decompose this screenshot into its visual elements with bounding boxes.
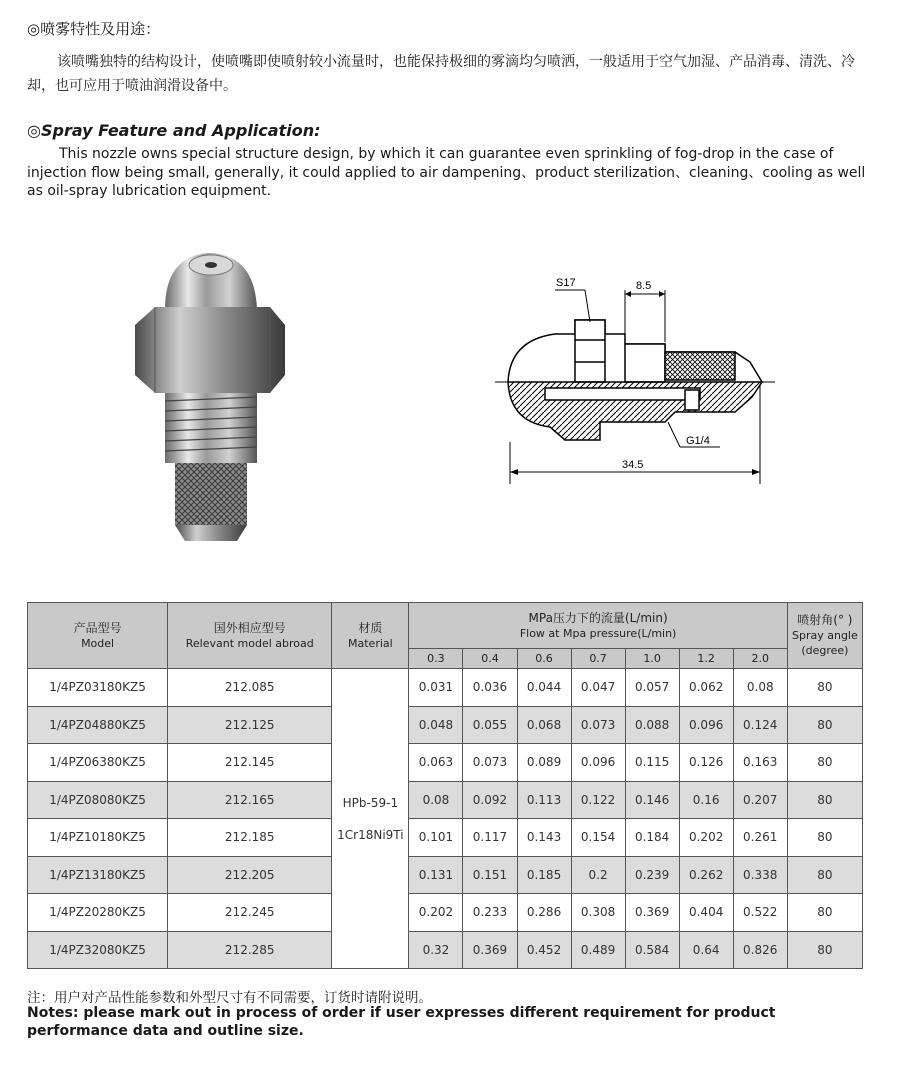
table-row [28, 819, 863, 857]
flow-cell: 0.073 [463, 744, 517, 782]
table-row [28, 781, 863, 819]
angle-cell: 80 [787, 781, 862, 819]
header-abroad: 国外相应型号 Relevant model abroad [168, 603, 332, 669]
abroad-cell: 212.245 [168, 894, 332, 932]
model-cell: 1/4PZ08080KZ5 [28, 781, 168, 819]
table-row [28, 931, 863, 969]
flow-cell: 0.096 [571, 744, 625, 782]
pressure-header: 0.7 [571, 649, 625, 669]
flow-cell: 0.239 [625, 856, 679, 894]
pressure-header: 1.2 [679, 649, 733, 669]
flow-cell: 0.369 [625, 894, 679, 932]
model-cell: 1/4PZ06380KZ5 [28, 744, 168, 782]
table-row [28, 744, 863, 782]
pressure-header: 0.3 [409, 649, 463, 669]
pressure-header: 1.0 [625, 649, 679, 669]
flow-cell: 0.047 [571, 669, 625, 707]
flow-cell: 0.185 [517, 856, 571, 894]
flow-cell: 0.404 [679, 894, 733, 932]
angle-cell: 80 [787, 819, 862, 857]
dim-34-5: 34.5 [622, 459, 644, 471]
flow-cell: 0.202 [679, 819, 733, 857]
flow-cell: 0.286 [517, 894, 571, 932]
nozzle-drawing [490, 262, 780, 492]
flow-cell: 0.131 [409, 856, 463, 894]
flow-cell: 0.146 [625, 781, 679, 819]
flow-cell: 0.163 [733, 744, 787, 782]
angle-cell: 80 [787, 931, 862, 969]
material-1: HPb-59-1 [342, 795, 399, 810]
flow-cell: 0.124 [733, 706, 787, 744]
flow-cell: 0.184 [625, 819, 679, 857]
flow-cell: 0.115 [625, 744, 679, 782]
header-flow: MPa压力下的流量(L/min) Flow at Mpa pressure(L/min) [409, 603, 787, 649]
flow-cell: 0.16 [679, 781, 733, 819]
table-row [28, 669, 863, 707]
flow-cell: 0.063 [409, 744, 463, 782]
angle-cell: 80 [787, 894, 862, 932]
material-cell [332, 669, 409, 969]
en-heading: ◎Spray Feature and Application: [27, 121, 321, 140]
flow-cell: 0.096 [679, 706, 733, 744]
flow-cell: 0.092 [463, 781, 517, 819]
dim-g1-4: G1/4 [686, 435, 710, 447]
header-model: 产品型号 Model [28, 603, 168, 669]
flow-cell: 0.338 [733, 856, 787, 894]
flow-cell: 0.202 [409, 894, 463, 932]
flow-cell: 0.452 [517, 931, 571, 969]
abroad-cell: 212.285 [168, 931, 332, 969]
flow-cell: 0.089 [517, 744, 571, 782]
flow-cell: 0.062 [679, 669, 733, 707]
angle-cell: 80 [787, 744, 862, 782]
abroad-cell: 212.185 [168, 819, 332, 857]
dim-s17: S17 [556, 277, 576, 289]
flow-cell: 0.154 [571, 819, 625, 857]
header-material: 材质 Material [332, 603, 409, 669]
flow-cell: 0.073 [571, 706, 625, 744]
flow-cell: 0.048 [409, 706, 463, 744]
flow-cell: 0.489 [571, 931, 625, 969]
flow-cell: 0.143 [517, 819, 571, 857]
pressure-header: 2.0 [733, 649, 787, 669]
flow-cell: 0.207 [733, 781, 787, 819]
flow-cell: 0.08 [409, 781, 463, 819]
flow-cell: 0.2 [571, 856, 625, 894]
abroad-cell: 212.145 [168, 744, 332, 782]
flow-cell: 0.262 [679, 856, 733, 894]
spec-table [27, 602, 863, 969]
model-cell: 1/4PZ03180KZ5 [28, 669, 168, 707]
model-cell: 1/4PZ10180KZ5 [28, 819, 168, 857]
flow-cell: 0.101 [409, 819, 463, 857]
nozzle-photo [125, 235, 300, 555]
flow-cell: 0.031 [409, 669, 463, 707]
flow-cell: 0.369 [463, 931, 517, 969]
header-angle: 喷射角(° ) Spray angle (degree) [787, 603, 862, 669]
pressure-header: 0.6 [517, 649, 571, 669]
abroad-cell: 212.085 [168, 669, 332, 707]
model-cell: 1/4PZ32080KZ5 [28, 931, 168, 969]
flow-cell: 0.113 [517, 781, 571, 819]
model-cell: 1/4PZ20280KZ5 [28, 894, 168, 932]
angle-cell: 80 [787, 856, 862, 894]
flow-cell: 0.308 [571, 894, 625, 932]
flow-cell: 0.826 [733, 931, 787, 969]
material-2: 1Cr18Ni9Ti [337, 827, 404, 842]
note-cn: 注：用户对产品性能参数和外型尺寸有不同需要，订货时请附说明。 [27, 990, 432, 1006]
table-row [28, 706, 863, 744]
model-cell: 1/4PZ13180KZ5 [28, 856, 168, 894]
dim-8-5: 8.5 [636, 280, 652, 292]
note-en: Notes: please mark out in process of order if user expresses different requirement for product performance data and outline size. [27, 1005, 776, 1039]
abroad-cell: 212.205 [168, 856, 332, 894]
angle-cell: 80 [787, 706, 862, 744]
angle-cell: 80 [787, 669, 862, 707]
flow-cell: 0.057 [625, 669, 679, 707]
flow-cell: 0.088 [625, 706, 679, 744]
flow-cell: 0.117 [463, 819, 517, 857]
flow-cell: 0.261 [733, 819, 787, 857]
abroad-cell: 212.165 [168, 781, 332, 819]
flow-cell: 0.08 [733, 669, 787, 707]
flow-cell: 0.64 [679, 931, 733, 969]
flow-cell: 0.036 [463, 669, 517, 707]
flow-cell: 0.233 [463, 894, 517, 932]
flow-cell: 0.068 [517, 706, 571, 744]
table-row [28, 894, 863, 932]
flow-cell: 0.32 [409, 931, 463, 969]
flow-cell: 0.122 [571, 781, 625, 819]
cn-heading: ◎喷雾特性及用途： [27, 20, 161, 38]
flow-cell: 0.522 [733, 894, 787, 932]
flow-cell: 0.584 [625, 931, 679, 969]
table-row [28, 856, 863, 894]
model-cell: 1/4PZ04880KZ5 [28, 706, 168, 744]
abroad-cell: 212.125 [168, 706, 332, 744]
flow-cell: 0.151 [463, 856, 517, 894]
pressure-header: 0.4 [463, 649, 517, 669]
cn-description: 该喷嘴独特的结构设计，使喷嘴即使喷射较小流量时，也能保持极细的雾滴均匀喷洒，一般适用于空气加湿、产品消毒、清洗、冷却，也可应用于喷油润滑设备中。 [27, 54, 855, 94]
en-description: This nozzle owns special structure design, by which it can guarantee even sprinkling of fog-drop in the case of injection flow being small, generally, it could applied to air dampening、product sterilization、cleaning、cooling as well as oil-spray lubrication equipment. [27, 146, 866, 199]
flow-cell: 0.055 [463, 706, 517, 744]
flow-cell: 0.126 [679, 744, 733, 782]
flow-cell: 0.044 [517, 669, 571, 707]
